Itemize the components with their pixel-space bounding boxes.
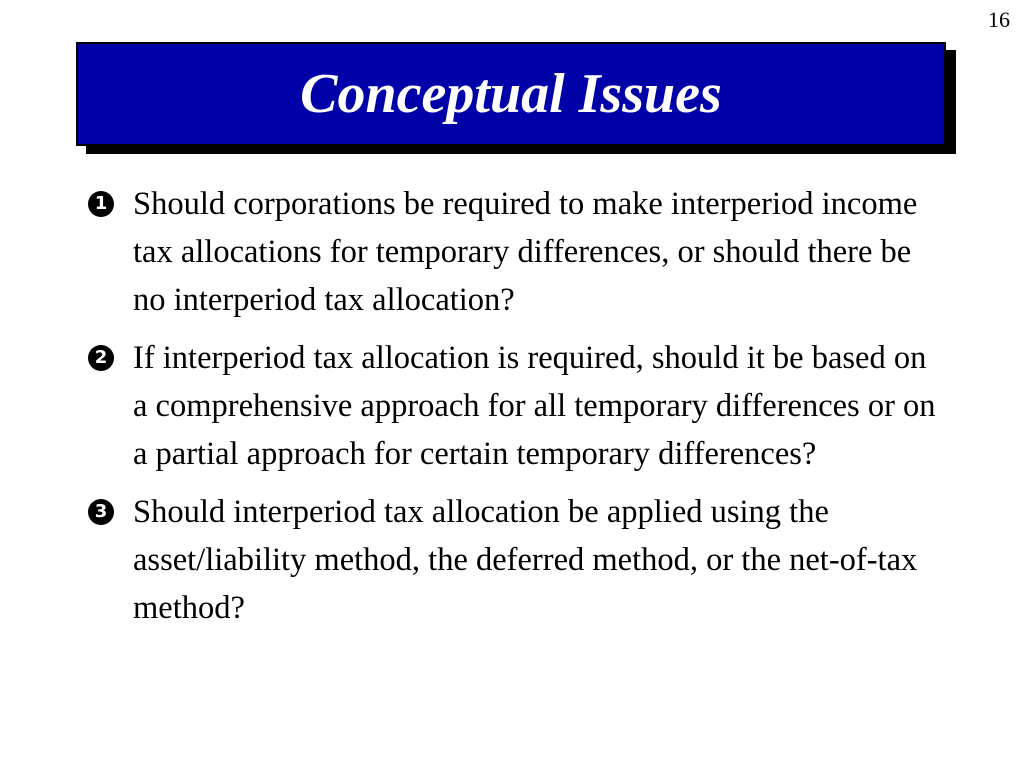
bullet-text: Should interperiod tax allocation be applied using the asset/liability method, the deferred method, or the net-of-tax method?: [133, 494, 918, 626]
page-number: 16: [988, 7, 1010, 32]
bullet-item-1: [88, 180, 948, 324]
bullet-text: Should corporations be required to make interperiod income tax allocations for temporary differences, or should there be no interperiod tax allocation?: [133, 186, 918, 318]
numbered-circle-icon: 1: [88, 191, 114, 217]
numbered-circle-icon: 3: [88, 499, 114, 525]
bullet-list: [88, 180, 948, 642]
numbered-circle-icon: 2: [88, 345, 114, 371]
bullet-item-3: [88, 488, 948, 632]
bullet-item-2: [88, 334, 948, 478]
slide-title: Conceptual Issues: [300, 63, 722, 125]
bullet-text: If interperiod tax allocation is required, should it be based on a comprehensive approach for all temporary differences or on a partial approach for certain temporary differences?: [133, 340, 936, 472]
title-banner: [76, 42, 946, 146]
